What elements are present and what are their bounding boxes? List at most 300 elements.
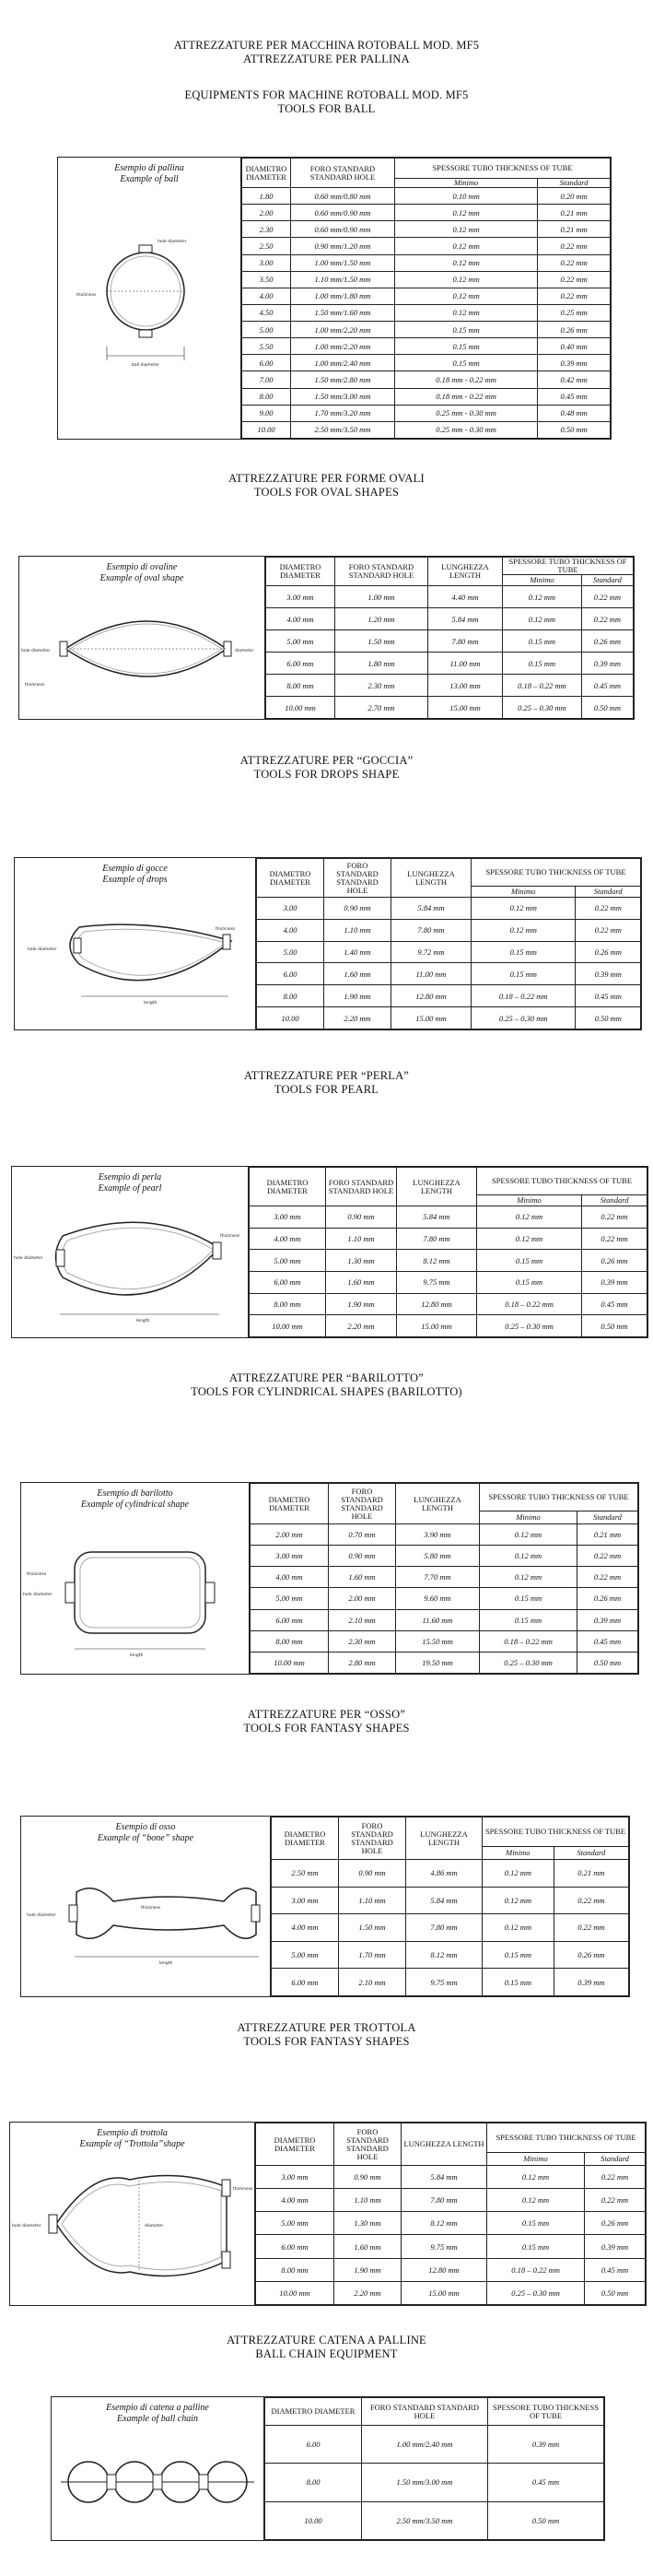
section-bone-title (0, 1708, 653, 1735)
table-cell: 0.15 mm (483, 1941, 554, 1969)
barilotto-drawing (21, 1483, 249, 1674)
table-cell: 0.25 mm (538, 304, 611, 321)
table-cell: 0.12 mm (395, 221, 538, 238)
table-cell: 0.70 mm (329, 1524, 396, 1546)
header-thickness: SPESSORE TUBO THICKNESS OF TUBE (395, 159, 611, 179)
table-cell: 0.12 mm (395, 238, 538, 254)
table-cell: 0.15 mm (477, 1250, 582, 1272)
table-cell: 8.12 mm (406, 1941, 483, 1969)
table-cell: 0.25 – 0.30 mm (503, 697, 582, 719)
table-cell: 0.90 mm/1.20 mm (291, 238, 395, 254)
table-row (257, 963, 641, 985)
table-cell: 1.90 mm (326, 1293, 397, 1315)
table-cell: 0.22 mm (538, 254, 611, 271)
ball-chain-drawing (52, 2397, 263, 2540)
barilotto-spec-block (20, 1482, 639, 1675)
title-en: TOOLS FOR FANTASY SHAPES (243, 2035, 410, 2048)
table-cell: 0.22 mm (554, 1887, 628, 1914)
table-row (242, 288, 611, 304)
table-cell: 7.70 mm (396, 1567, 480, 1588)
oval-drawing (19, 557, 264, 719)
table-row (242, 322, 611, 338)
table-cell: 8.00 mm (266, 675, 335, 697)
label-hole-diameter: hole diameter (23, 1593, 52, 1597)
table-row (242, 405, 611, 421)
table-row (251, 1567, 638, 1588)
example-title-en: Example of drops (102, 875, 168, 885)
table-cell: 0.12 mm (472, 898, 576, 920)
table-cell: 1.70 mm/3.20 mm (291, 405, 395, 421)
table-cell: 1.50 mm/3.00 mm (362, 2464, 488, 2501)
table-cell: 7.00 (242, 371, 291, 388)
bone-example-panel (21, 1817, 271, 1996)
header-length: LUNGHEZZA LENGTH (391, 859, 472, 898)
table-cell: 0.21 mm (554, 1860, 628, 1888)
table-cell: 15.00 mm (402, 2281, 487, 2304)
table-cell: 0.90 mm (326, 1206, 397, 1229)
table-cell: 0.15 mm (487, 2235, 585, 2258)
bone-drawing (21, 1817, 270, 1996)
title-it: ATTREZZATURE PER FORME OVALI (228, 472, 425, 485)
table-cell: 1.00 mm/2.40 mm (362, 2426, 488, 2464)
section-pearl-title (0, 1069, 653, 1097)
table-cell: 12.80 mm (391, 985, 472, 1007)
table-cell: 10.00 mm (250, 1315, 326, 1337)
table-row (250, 1315, 647, 1337)
header-thickness: SPESSORE TUBO THICKNESS OF TUBE (483, 1817, 629, 1847)
table-cell: 0.22 mm (538, 288, 611, 304)
table-cell: 10.00 mm (266, 697, 335, 719)
table-cell: 1.80 mm (335, 653, 428, 675)
table-row (256, 2212, 646, 2235)
table-cell: 6.00 mm (251, 1609, 329, 1630)
trottola-spec-block (9, 2122, 647, 2306)
table-cell: 2.00 (242, 205, 291, 221)
table-cell: 0.50 mm (577, 1652, 638, 1673)
label-diameter: diameter (235, 649, 254, 653)
table-cell: 0.21 mm (577, 1524, 638, 1546)
table-row (266, 653, 634, 675)
header-standard-hole: FORO STANDARD STANDARD HOLE (291, 159, 395, 188)
section-ball-subtitle (0, 88, 653, 116)
table-cell: 7.80 mm (406, 1914, 483, 1942)
table-cell: 0.12 mm (477, 1206, 582, 1229)
label-length: length (159, 1961, 173, 1966)
trottola-spec-table (255, 2123, 646, 2305)
table-row (256, 2166, 646, 2189)
table-row (266, 586, 634, 608)
table-cell: 0.12 mm (480, 1524, 577, 1546)
label-hole-diameter: hole diameter (27, 1913, 56, 1918)
table-cell: 1.90 mm (324, 985, 391, 1007)
table-cell: 2.30 mm (329, 1630, 396, 1652)
table-cell: 0.12 mm (477, 1228, 582, 1250)
table-cell: 15.50 mm (396, 1630, 480, 1652)
trottola-example-panel (10, 2123, 255, 2305)
table-cell: 0.18 – 0.22 mm (472, 985, 576, 1007)
title-en: BALL CHAIN EQUIPMENT (255, 2347, 398, 2360)
table-row (272, 1860, 629, 1888)
header-thickness: SPESSORE TUBO THICKNESS OF TUBE (472, 859, 641, 887)
table-cell: 4.40 mm (428, 586, 503, 608)
header-diameter: DIAMETRO DIAMETER (250, 1168, 326, 1206)
table-cell: 0.15 mm (503, 630, 582, 653)
example-title-en: Example of ball (120, 174, 179, 184)
ball-drawing (58, 158, 240, 439)
header-standard: Standard (581, 575, 633, 586)
table-cell: 0.39 mm (488, 2426, 604, 2464)
table-cell: 4.00 (242, 288, 291, 304)
title-en: TOOLS FOR DROPS SHAPE (253, 768, 400, 781)
title-en: TOOLS FOR CYLINDRICAL SHAPES (BARILOTTO) (191, 1385, 462, 1398)
table-cell: 0.45 mm (577, 1630, 638, 1652)
table-cell: 1.00 mm/1.50 mm (291, 254, 395, 271)
title-it-2: ATTREZZATURE PER PALLINA (243, 53, 410, 65)
table-cell: 0.12 mm (483, 1887, 554, 1914)
table-cell: 4.50 (242, 304, 291, 321)
table-cell: 0.45 mm (488, 2464, 604, 2501)
header-minimo: Minimo (483, 1847, 554, 1860)
pearl-drawing (12, 1167, 248, 1337)
table-cell: 4.00 mm (250, 1228, 326, 1250)
table-cell: 0.15 mm (483, 1969, 554, 1996)
table-row (250, 1250, 647, 1272)
bone-spec-table (271, 1817, 629, 1996)
table-cell: 0.25 – 0.30 mm (472, 1007, 576, 1029)
label-thickness: thickness (220, 1234, 240, 1239)
table-row (250, 1206, 647, 1229)
pearl-rows (250, 1206, 647, 1337)
table-cell: 2.30 mm (335, 675, 428, 697)
section-trottola-title (0, 2021, 653, 2049)
table-cell: 6.00 mm (256, 2235, 334, 2258)
table-cell: 3.00 mm (266, 586, 335, 608)
table-row (250, 1271, 647, 1293)
table-row (266, 697, 634, 719)
barilotto-example-panel (21, 1483, 250, 1674)
table-cell: 0.90 mm (334, 2166, 402, 2189)
example-title-it: Esempio di osso (115, 1822, 176, 1832)
table-cell: 0.25 mm - 0.30 mm (395, 405, 538, 421)
table-row (250, 1293, 647, 1315)
table-cell: 0.12 mm (503, 608, 582, 630)
label-diameter: diameter (145, 2224, 164, 2229)
table-cell: 12.80 mm (402, 2258, 487, 2281)
table-row (242, 421, 611, 438)
table-cell: 9.75 mm (402, 2235, 487, 2258)
table-cell: 0.21 mm (538, 205, 611, 221)
table-cell: 0.60 mm/0.80 mm (291, 188, 395, 205)
table-cell: 10.00 mm (251, 1652, 329, 1673)
example-title-en: Example of “bone” shape (97, 1833, 194, 1843)
ball-chain-spec-block (51, 2396, 605, 2541)
table-cell: 12.80 mm (397, 1293, 477, 1315)
table-cell: 0.50 mm (488, 2501, 604, 2539)
bone-rows (272, 1860, 629, 1996)
table-cell: 0.15 mm (480, 1609, 577, 1630)
table-cell: 11.00 mm (391, 963, 472, 985)
header-thickness: SPESSORE TUBO THICKNESS OF TUBE (488, 2398, 604, 2426)
table-cell: 0.18 – 0.22 mm (487, 2258, 585, 2281)
drops-example-panel (15, 858, 256, 1029)
table-cell: 2.20 mm (324, 1007, 391, 1029)
table-cell: 4.00 mm (256, 2189, 334, 2212)
table-cell: 13.00 mm (428, 675, 503, 697)
trottola-rows (256, 2166, 646, 2305)
table-cell: 0.18 – 0.22 mm (480, 1630, 577, 1652)
table-cell: 0.26 mm (585, 2212, 646, 2235)
header-standard: Standard (576, 887, 641, 898)
header-diameter: DIAMETRO DIAMETER (257, 859, 324, 898)
table-cell: 0.22 mm (577, 1567, 638, 1588)
table-row (242, 388, 611, 405)
table-cell: 4.00 mm (266, 608, 335, 630)
table-cell: 0.18 mm - 0.22 mm (395, 371, 538, 388)
header-minimo: Minimo (487, 2153, 585, 2166)
table-cell: 5.84 mm (402, 2166, 487, 2189)
table-cell: 9.00 (242, 405, 291, 421)
table-cell: 1.40 mm (324, 941, 391, 963)
example-title-it: Esempio di trottola (97, 2128, 168, 2138)
table-cell: 3.50 (242, 271, 291, 288)
header-standard-hole: FORO STANDARD STANDARD HOLE (362, 2398, 488, 2426)
table-cell: 1.60 mm (329, 1567, 396, 1588)
table-cell: 1.30 mm (334, 2212, 402, 2235)
drops-spec-block (14, 857, 642, 1030)
ball-spec-table (241, 158, 611, 439)
table-cell: 1.50 mm/2.80 mm (291, 371, 395, 388)
table-cell: 15.00 mm (397, 1315, 477, 1337)
table-cell: 0.21 mm (538, 221, 611, 238)
table-cell: 10.00 (265, 2501, 362, 2539)
header-length: LUNGHEZZA LENGTH (428, 558, 503, 586)
table-cell: 0.12 mm (395, 254, 538, 271)
table-cell: 1.50 mm/3.00 mm (291, 388, 395, 405)
table-cell: 0.45 mm (581, 675, 633, 697)
table-cell: 0.90 mm (324, 898, 391, 920)
pearl-spec-block (11, 1166, 648, 1338)
example-title-it: Esempio di pallina (114, 163, 184, 173)
table-cell: 2.10 mm (339, 1969, 406, 1996)
table-cell: 15.00 mm (428, 697, 503, 719)
header-standard: Standard (577, 1511, 638, 1524)
header-length: LUNGHEZZA LENGTH (402, 2123, 487, 2166)
label-hole-diameter: hole diameter (14, 1256, 43, 1261)
table-cell: 4.00 mm (251, 1567, 329, 1588)
table-cell: 2.80 mm (329, 1652, 396, 1673)
header-standard: Standard (538, 179, 611, 188)
table-cell: 0.45 mm (582, 1293, 647, 1315)
table-row (242, 188, 611, 205)
table-cell: 0.12 mm (395, 205, 538, 221)
table-cell: 3.00 mm (250, 1206, 326, 1229)
table-cell: 8.12 mm (397, 1250, 477, 1272)
table-cell: 0.12 mm (395, 304, 538, 321)
header-standard: Standard (554, 1847, 628, 1860)
table-cell: 0.50 mm (585, 2281, 646, 2304)
example-title-it: Esempio di catena a palline (106, 2403, 209, 2413)
table-cell: 10.00 (257, 1007, 324, 1029)
table-cell: 0.12 mm (472, 919, 576, 941)
header-standard: Standard (585, 2153, 646, 2166)
example-title-it: Esempio di ovaline (106, 562, 178, 572)
table-row (250, 1228, 647, 1250)
table-cell: 0.26 mm (554, 1941, 628, 1969)
table-row (256, 2189, 646, 2212)
table-cell: 1.60 mm (334, 2235, 402, 2258)
table-cell: 3.00 mm (272, 1887, 339, 1914)
table-cell: 0.12 mm (487, 2189, 585, 2212)
table-cell: 9.60 mm (396, 1588, 480, 1609)
table-row (251, 1652, 638, 1673)
label-length: length (144, 1001, 157, 1006)
table-cell: 0.39 mm (577, 1609, 638, 1630)
table-cell: 0.25 – 0.30 mm (487, 2281, 585, 2304)
table-cell: 2.10 mm (329, 1609, 396, 1630)
header-diameter: DIAMETRO DIAMETER (256, 2123, 334, 2166)
table-row (242, 371, 611, 388)
example-title-en: Example of pearl (98, 1183, 162, 1194)
section-ball-chain-title (0, 2334, 653, 2361)
oval-example-panel (19, 557, 265, 719)
table-cell: 5.50 (242, 338, 291, 355)
table-cell: 8.00 mm (250, 1293, 326, 1315)
table-cell: 0.18 – 0.22 mm (503, 675, 582, 697)
table-cell: 2.00 mm (329, 1588, 396, 1609)
ball-chain-spec-table (264, 2397, 604, 2540)
table-cell: 0.15 mm (395, 355, 538, 371)
table-cell: 1.80 (242, 188, 291, 205)
drops-spec-table (256, 858, 641, 1029)
table-cell: 5.00 mm (266, 630, 335, 653)
table-cell: 4.00 (257, 919, 324, 941)
table-cell: 0.22 mm (582, 1228, 647, 1250)
table-cell: 7.80 mm (397, 1228, 477, 1250)
ball-chain-rows (265, 2426, 604, 2540)
table-cell: 0.12 mm (503, 586, 582, 608)
table-row (251, 1546, 638, 1567)
table-cell: 6.00 mm (266, 653, 335, 675)
table-cell: 0.26 mm (581, 630, 633, 653)
table-row (242, 205, 611, 221)
table-cell: 3.00 (242, 254, 291, 271)
table-row (242, 271, 611, 288)
title-it: ATTREZZATURE PER “GOCCIA” (239, 754, 414, 767)
oval-rows (266, 586, 634, 719)
table-cell: 1.10 mm (326, 1228, 397, 1250)
table-cell: 8.00 mm (251, 1630, 329, 1652)
table-cell: 0.60 mm/0.90 mm (291, 205, 395, 221)
section-oval-title (0, 472, 653, 500)
table-cell: 5.84 mm (428, 608, 503, 630)
table-cell: 0.22 mm (581, 608, 633, 630)
table-row (272, 1887, 629, 1914)
table-row (251, 1630, 638, 1652)
table-cell: 7.80 mm (391, 919, 472, 941)
table-cell: 0.22 mm (582, 1206, 647, 1229)
table-cell: 8.00 mm (256, 2258, 334, 2281)
table-cell: 0.60 mm/0.90 mm (291, 221, 395, 238)
title-it: ATTREZZATURE CATENA A PALLINE (227, 2334, 426, 2347)
table-cell: 0.39 mm (538, 355, 611, 371)
table-cell: 2.50 mm/3.50 mm (362, 2501, 488, 2539)
ball-example-panel (58, 158, 241, 439)
table-row (242, 304, 611, 321)
pearl-spec-table (249, 1167, 647, 1337)
table-cell: 2.50 mm/3.50 mm (291, 421, 395, 438)
table-row (242, 238, 611, 254)
table-cell: 1.20 mm (335, 608, 428, 630)
header-standard-hole: FORO STANDARD STANDARD HOLE (339, 1817, 406, 1860)
label-thickness: thickness (233, 2187, 253, 2192)
table-cell: 0.90 mm (329, 1546, 396, 1567)
label-hole-diameter: hole diameter (157, 240, 187, 244)
table-cell: 0.39 mm (576, 963, 641, 985)
table-cell: 2.30 (242, 221, 291, 238)
table-row (265, 2501, 604, 2539)
header-length: LUNGHEZZA LENGTH (397, 1168, 477, 1206)
table-cell: 0.15 mm (472, 941, 576, 963)
ball-rows (242, 188, 611, 439)
table-cell: 0.45 mm (538, 388, 611, 405)
table-cell: 1.50 mm (339, 1914, 406, 1942)
table-cell: 5.80 mm (396, 1546, 480, 1567)
table-cell: 0.48 mm (538, 405, 611, 421)
barilotto-spec-table (250, 1483, 638, 1674)
section-ball-title (0, 39, 653, 66)
table-cell: 0.15 mm (503, 653, 582, 675)
table-cell: 0.90 mm (339, 1860, 406, 1888)
table-cell: 2.20 mm (334, 2281, 402, 2304)
table-cell: 0.18 – 0.22 mm (477, 1293, 582, 1315)
title-en: TOOLS FOR PEARL (274, 1083, 379, 1096)
table-cell: 0.22 mm (585, 2189, 646, 2212)
table-cell: 1.30 mm (326, 1250, 397, 1272)
table-cell: 4.00 mm (272, 1914, 339, 1942)
header-minimo: Minimo (395, 179, 538, 188)
barilotto-rows (251, 1524, 638, 1674)
label-thickness: thickness (216, 927, 236, 932)
table-cell: 9.75 mm (406, 1969, 483, 1996)
table-cell: 0.50 mm (582, 1315, 647, 1337)
table-cell: 0.12 mm (395, 288, 538, 304)
table-cell: 0.50 mm (576, 1007, 641, 1029)
table-cell: 1.60 mm (326, 1271, 397, 1293)
title-en: EQUIPMENTS FOR MACHINE ROTOBALL MOD. MF5 (184, 88, 469, 101)
table-row (242, 221, 611, 238)
header-diameter: DIAMETRO DIAMETER (266, 558, 335, 586)
header-standard-hole: FORO STANDARD STANDARD HOLE (326, 1168, 397, 1206)
section-barilotto-title (0, 1371, 653, 1399)
table-row (272, 1969, 629, 1996)
table-cell: 2.00 mm (251, 1524, 329, 1546)
table-cell: 0.39 mm (582, 1271, 647, 1293)
table-cell: 0.50 mm (538, 421, 611, 438)
header-length: LUNGHEZZA LENGTH (406, 1817, 483, 1860)
table-cell: 0.26 mm (577, 1588, 638, 1609)
table-cell: 19.50 mm (396, 1652, 480, 1673)
table-cell: 0.18 mm - 0.22 mm (395, 388, 538, 405)
table-cell: 0.22 mm (538, 271, 611, 288)
table-cell: 2.20 mm (326, 1315, 397, 1337)
label-thickness: thickness (27, 1572, 47, 1577)
title-it: ATTREZZATURE PER MACCHINA ROTOBALL MOD. MF5 (173, 39, 480, 52)
table-row (251, 1588, 638, 1609)
table-cell: 1.10 mm (324, 919, 391, 941)
table-cell: 0.26 mm (576, 941, 641, 963)
example-title-it: Esempio di barilotto (97, 1488, 173, 1499)
header-minimo: Minimo (503, 575, 582, 586)
